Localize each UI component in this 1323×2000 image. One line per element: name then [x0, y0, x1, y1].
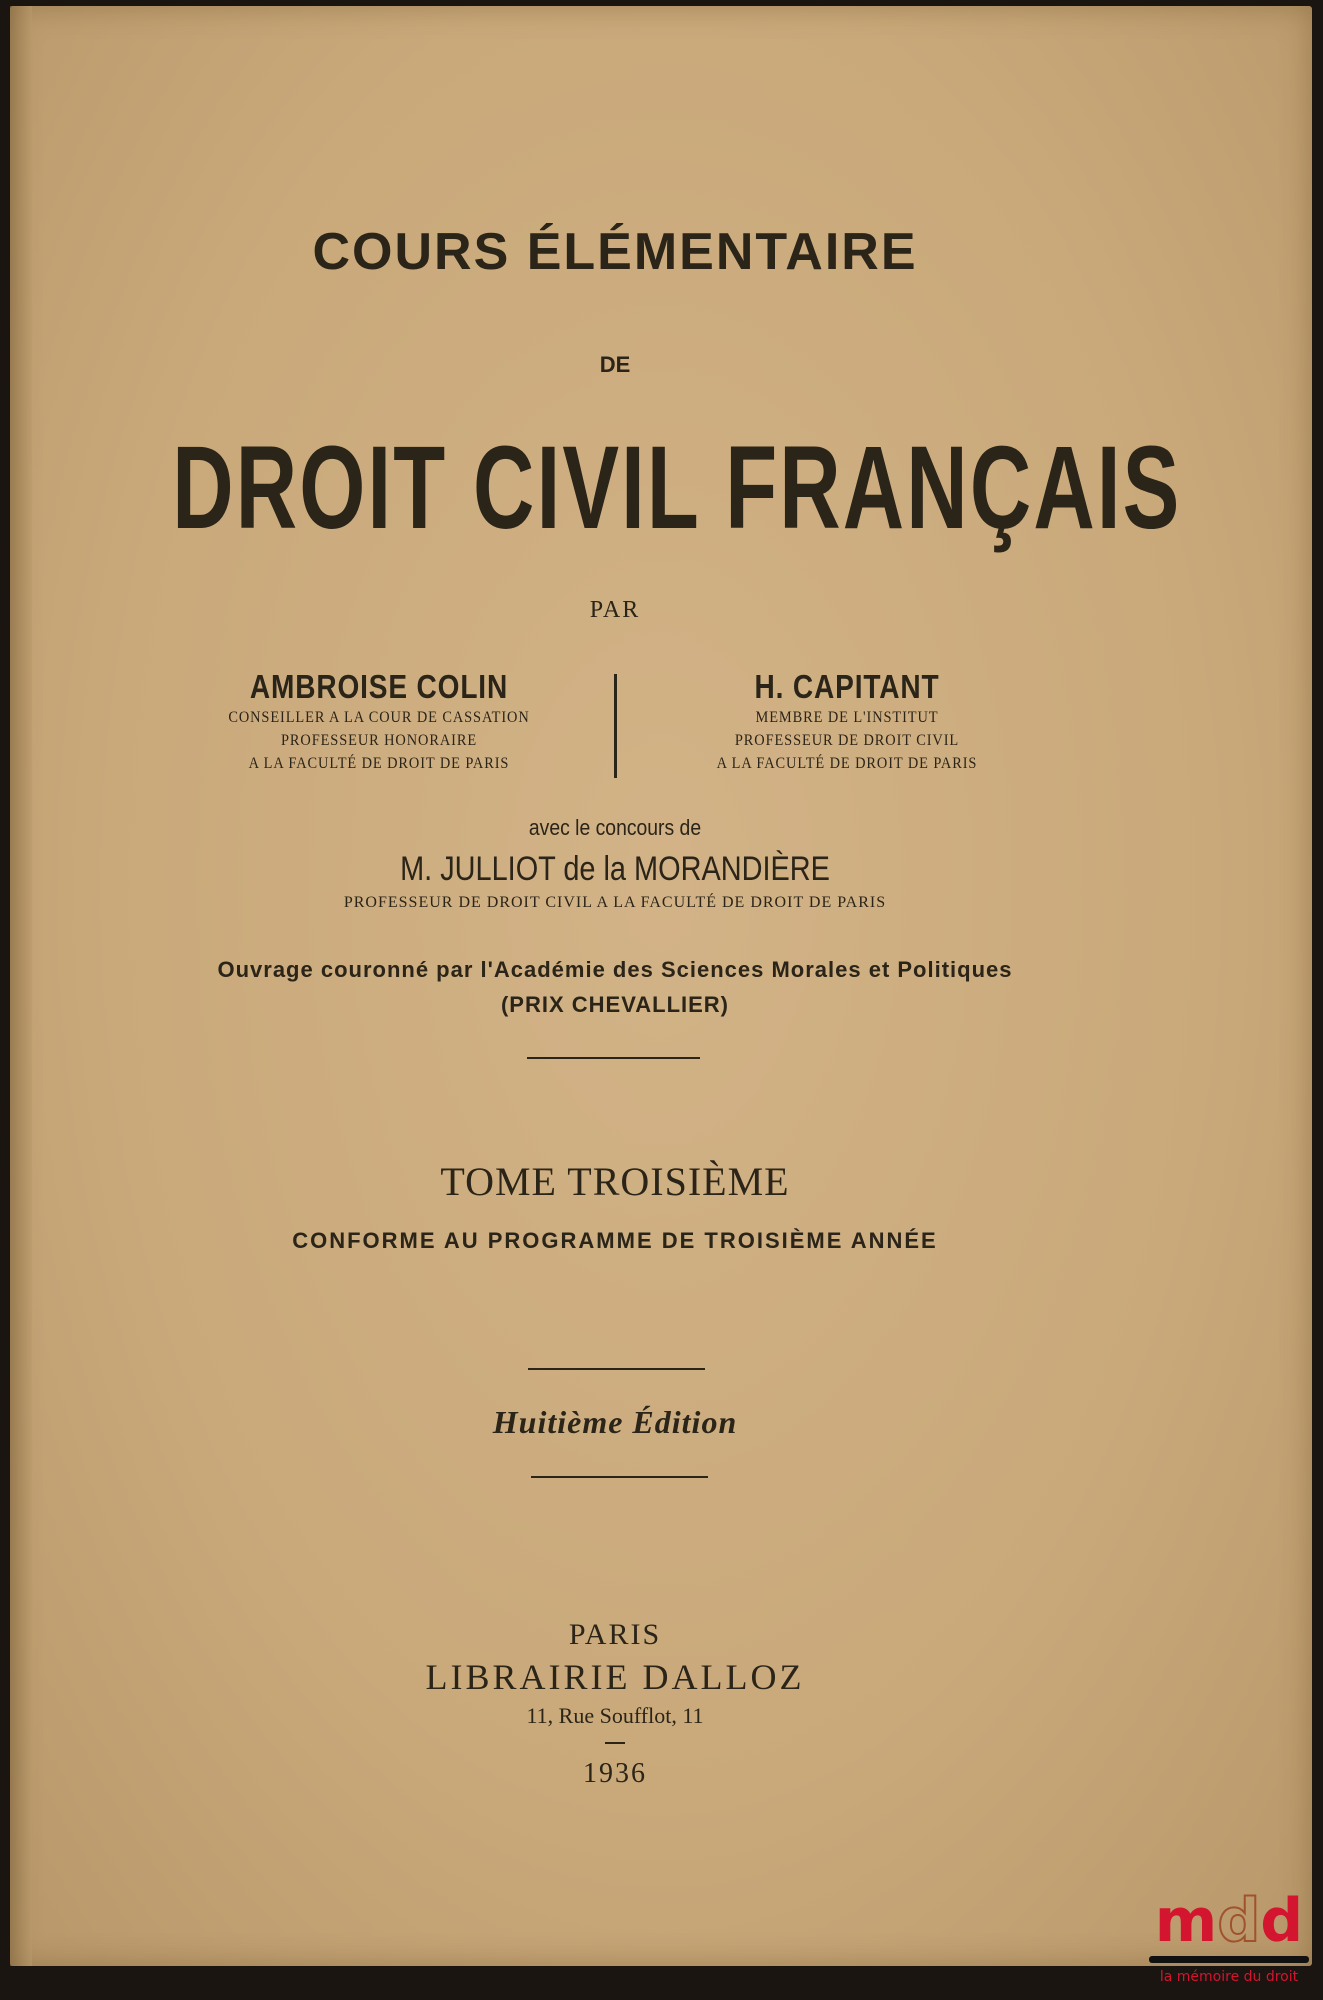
author-title: MEMBRE DE L'INSTITUT [755, 709, 939, 726]
collaborator-name: M. JULLIOT de la MORANDIÈRE [400, 850, 830, 888]
publication-year: 1936 [583, 1758, 647, 1789]
avec-label: avec le concours de [528, 815, 702, 840]
publisher-name: LIBRAIRIE DALLOZ [425, 1657, 805, 1697]
divider-rule [527, 1057, 700, 1059]
publisher-address: 11, Rue Soufflot, 11 [526, 1703, 704, 1728]
author-name: AMBROISE COLIN [249, 668, 509, 705]
tome-label: TOME TROISIÈME [440, 1159, 790, 1204]
author-title: A LA FACULTÉ DE DROIT DE PARIS [248, 755, 510, 772]
author-title: CONSEILLER A LA COUR DE CASSATION [228, 709, 530, 726]
author-title: PROFESSEUR HONORAIRE [280, 732, 478, 749]
divider-rule [531, 1476, 708, 1478]
author-colin [159, 668, 599, 775]
divider-rule [528, 1368, 705, 1370]
author-divider [614, 674, 617, 778]
short-dash [605, 1742, 625, 1744]
logo-mark: mdd [1154, 1886, 1304, 1956]
mdd-watermark-logo [1143, 1886, 1315, 1994]
award-prize: (PRIX CHEVALLIER) [500, 992, 730, 1017]
author-capitant [627, 668, 1067, 775]
conforme-line: CONFORME AU PROGRAMME DE TROISIÈME ANNÉE [292, 1228, 938, 1253]
title-de: DE [599, 352, 631, 377]
publisher-city: PARIS [568, 1618, 662, 1651]
award-line: Ouvrage couronné par l'Académie des Sciences Morales et Politiques [217, 957, 1013, 982]
edition-label: Huitième Édition [492, 1404, 738, 1440]
main-title: DROIT CIVIL FRANÇAIS [172, 422, 1182, 554]
collaborator-title: PROFESSEUR DE DROIT CIVIL A LA FACULTÉ DE DROIT DE PARIS [343, 894, 887, 911]
title-line1: COURS ÉLÉMENTAIRE [312, 223, 918, 281]
author-name: H. CAPITANT [754, 668, 940, 705]
logo-bar [1149, 1956, 1309, 1963]
par-label: PAR [589, 597, 641, 623]
logo-tagline: la mémoire du droit [1159, 1969, 1299, 1985]
author-title: A LA FACULTÉ DE DROIT DE PARIS [716, 755, 978, 772]
author-title: PROFESSEUR DE DROIT CIVIL [734, 732, 960, 749]
